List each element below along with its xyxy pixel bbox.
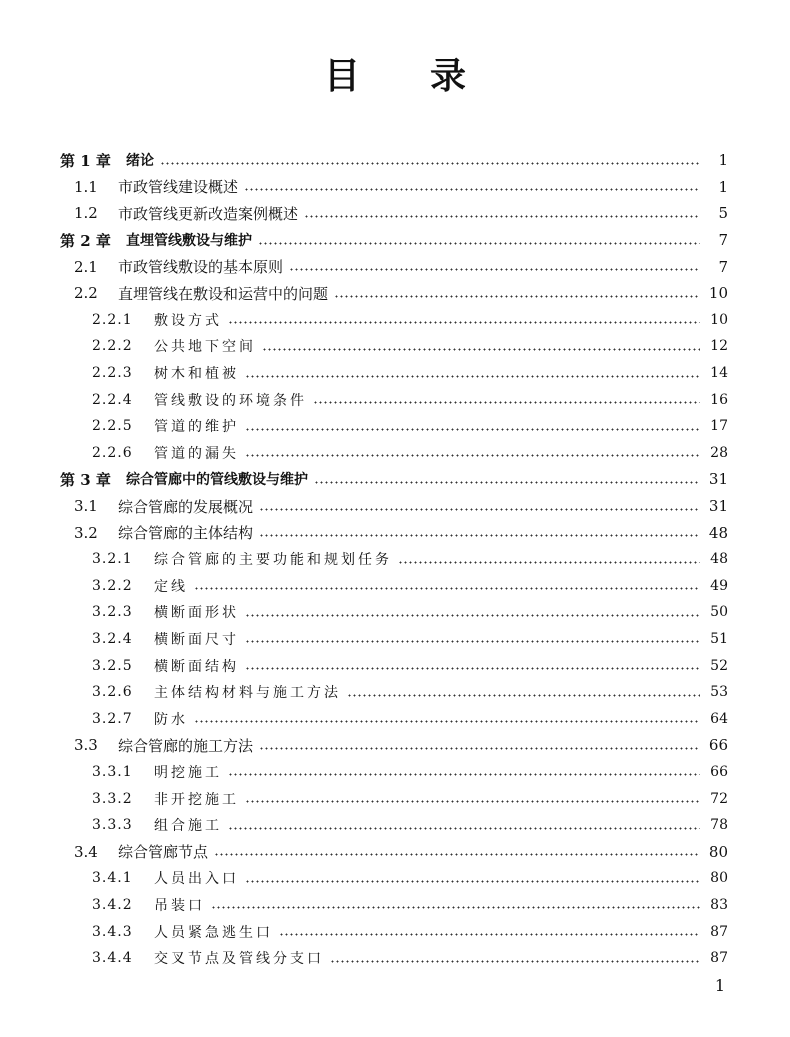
toc-entry[interactable] bbox=[60, 546, 728, 573]
toc-entry-page: 49 bbox=[710, 577, 728, 594]
toc-entry[interactable] bbox=[60, 200, 728, 227]
page-title bbox=[0, 48, 790, 99]
toc-entry-page: 83 bbox=[710, 896, 728, 913]
toc-entry-title: 市政管线建设概述 bbox=[118, 178, 239, 197]
toc-entry-title: 综合管廊的发展概况 bbox=[118, 497, 254, 516]
toc-entry[interactable] bbox=[60, 679, 728, 706]
toc-entry[interactable] bbox=[60, 493, 728, 520]
toc-entry-title: 组合施工 bbox=[154, 818, 222, 835]
toc-entry-title: 市政管线更新改造案例概述 bbox=[118, 204, 299, 223]
toc-entry-title: 横断面尺寸 bbox=[154, 631, 239, 648]
toc-entry-number: 3.3.2 bbox=[92, 790, 133, 807]
toc-entry-page: 14 bbox=[710, 365, 728, 382]
dot-leader bbox=[347, 694, 700, 697]
toc-entry[interactable] bbox=[60, 918, 728, 945]
toc-entry[interactable] bbox=[60, 759, 728, 786]
dot-leader bbox=[245, 880, 700, 883]
toc-entry[interactable] bbox=[60, 386, 728, 413]
toc-entry-title: 直埋管线敷设与维护 bbox=[126, 233, 252, 250]
toc-entry[interactable] bbox=[60, 466, 728, 493]
dot-leader bbox=[228, 321, 700, 324]
footer-page-number: 1 bbox=[714, 976, 725, 995]
toc-entry-page: 28 bbox=[710, 444, 728, 461]
toc-entry-number: 3.2.5 bbox=[92, 657, 133, 674]
toc-entry-number: 3.2 bbox=[74, 523, 98, 542]
toc-entry[interactable] bbox=[60, 599, 728, 626]
toc-entry-page: 72 bbox=[710, 790, 728, 807]
dot-leader bbox=[245, 454, 700, 457]
toc-entry-title: 非开挖施工 bbox=[154, 791, 239, 808]
toc-entry-number: 2.2.3 bbox=[92, 365, 133, 382]
toc-entry-title: 明挖施工 bbox=[154, 764, 222, 781]
toc-entry-page: 48 bbox=[710, 551, 728, 568]
dot-leader bbox=[289, 268, 700, 271]
toc-entry-title: 直埋管线在敷设和运营中的问题 bbox=[118, 284, 329, 303]
toc-entry-number: 3.4.4 bbox=[92, 950, 133, 967]
toc-entry-title: 公共地下空间 bbox=[154, 339, 256, 356]
dot-leader bbox=[160, 162, 700, 165]
toc-entry[interactable] bbox=[60, 838, 728, 865]
toc-entry-title: 综合管廊节点 bbox=[118, 843, 209, 862]
toc-entry[interactable] bbox=[60, 413, 728, 440]
toc-entry-number: 3.4.3 bbox=[92, 923, 133, 940]
toc-entry-page: 7 bbox=[718, 257, 728, 276]
toc-entry-page: 64 bbox=[710, 710, 728, 727]
toc-entry-number: 2.2.4 bbox=[92, 391, 133, 408]
toc-entry-page: 53 bbox=[710, 684, 728, 701]
toc-entry-title: 人员紧急逃生口 bbox=[154, 924, 273, 941]
dot-leader bbox=[258, 242, 700, 245]
toc-entry-number: 第 3 章 bbox=[60, 470, 111, 489]
toc-entry[interactable] bbox=[60, 360, 728, 387]
toc-entry[interactable] bbox=[60, 892, 728, 919]
toc-entry-title: 绪论 bbox=[126, 153, 154, 170]
toc-entry-page: 16 bbox=[710, 391, 728, 408]
toc-entry[interactable] bbox=[60, 147, 728, 174]
toc-entry[interactable] bbox=[60, 732, 728, 759]
toc-entry-number: 3.1 bbox=[74, 497, 98, 516]
toc-entry[interactable] bbox=[60, 519, 728, 546]
dot-leader bbox=[245, 614, 700, 617]
toc-entry[interactable] bbox=[60, 253, 728, 280]
dot-leader bbox=[259, 508, 700, 511]
dot-leader bbox=[228, 827, 700, 830]
dot-leader bbox=[245, 428, 700, 431]
toc-entry[interactable] bbox=[60, 280, 728, 307]
toc-entry[interactable] bbox=[60, 573, 728, 600]
dot-leader bbox=[398, 561, 700, 564]
table-of-contents bbox=[60, 147, 728, 971]
toc-entry-title: 管道的漏失 bbox=[154, 445, 239, 462]
toc-entry-number: 3.2.6 bbox=[92, 684, 133, 701]
toc-entry-page: 1 bbox=[718, 177, 728, 196]
toc-entry-number: 第 1 章 bbox=[60, 151, 111, 170]
toc-entry-title: 防水 bbox=[154, 711, 188, 728]
toc-entry-title: 定线 bbox=[154, 578, 188, 595]
toc-entry-page: 66 bbox=[708, 736, 728, 755]
toc-entry-page: 17 bbox=[710, 418, 728, 435]
dot-leader bbox=[245, 375, 700, 378]
page-title-left: 目 bbox=[323, 56, 360, 97]
dot-leader bbox=[194, 720, 700, 723]
toc-entry-title: 横断面形状 bbox=[154, 605, 239, 622]
toc-entry-number: 3.4.1 bbox=[92, 870, 133, 887]
toc-entry-title: 综合管廊中的管线敷设与维护 bbox=[126, 472, 308, 489]
dot-leader bbox=[194, 587, 700, 590]
dot-leader bbox=[314, 481, 700, 484]
toc-entry-number: 3.4 bbox=[74, 842, 98, 861]
toc-entry-number: 2.1 bbox=[74, 257, 98, 276]
toc-entry[interactable] bbox=[60, 865, 728, 892]
toc-entry-page: 5 bbox=[718, 204, 728, 223]
toc-entry-page: 87 bbox=[710, 923, 728, 940]
toc-entry-page: 31 bbox=[708, 470, 728, 489]
toc-entry[interactable] bbox=[60, 705, 728, 732]
toc-entry-title: 管道的维护 bbox=[154, 419, 239, 436]
toc-entry-number: 3.3.1 bbox=[92, 763, 133, 780]
toc-entry-page: 80 bbox=[708, 842, 728, 861]
toc-entry-number: 3.2.7 bbox=[92, 710, 133, 727]
toc-entry-number: 2.2.1 bbox=[92, 311, 133, 328]
toc-entry-page: 31 bbox=[708, 497, 728, 516]
dot-leader bbox=[214, 853, 700, 856]
toc-entry-number: 1.2 bbox=[74, 204, 98, 223]
toc-entry[interactable] bbox=[60, 812, 728, 839]
toc-entry-page: 52 bbox=[710, 657, 728, 674]
toc-entry-page: 51 bbox=[710, 630, 728, 647]
toc-entry-title: 主体结构材料与施工方法 bbox=[154, 685, 341, 702]
toc-entry[interactable] bbox=[60, 227, 728, 254]
toc-entry[interactable] bbox=[60, 945, 728, 972]
toc-entry-title: 综合管廊的施工方法 bbox=[118, 736, 254, 755]
dot-leader bbox=[245, 667, 700, 670]
toc-entry-number: 3.3 bbox=[74, 736, 98, 755]
toc-entry-title: 管线敷设的环境条件 bbox=[154, 392, 307, 409]
toc-entry[interactable] bbox=[60, 174, 728, 201]
toc-entry-number: 2.2.6 bbox=[92, 444, 133, 461]
toc-entry-page: 87 bbox=[710, 950, 728, 967]
toc-entry[interactable] bbox=[60, 785, 728, 812]
toc-entry-title: 吊装口 bbox=[154, 897, 205, 914]
toc-entry[interactable] bbox=[60, 307, 728, 334]
toc-entry-page: 1 bbox=[718, 151, 728, 170]
dot-leader bbox=[245, 800, 700, 803]
dot-leader bbox=[228, 773, 700, 776]
dot-leader bbox=[262, 348, 700, 351]
toc-entry-number: 3.3.3 bbox=[92, 817, 133, 834]
toc-entry-title: 综合管廊的主体结构 bbox=[118, 524, 254, 543]
page-title-right: 录 bbox=[430, 56, 467, 97]
toc-entry-page: 78 bbox=[710, 817, 728, 834]
dot-leader bbox=[211, 906, 700, 909]
toc-entry-page: 48 bbox=[708, 523, 728, 542]
dot-leader bbox=[279, 933, 700, 936]
toc-entry[interactable] bbox=[60, 440, 728, 467]
dot-leader bbox=[304, 215, 700, 218]
toc-entry-number: 2.2.2 bbox=[92, 338, 133, 355]
toc-entry-page: 12 bbox=[710, 338, 728, 355]
toc-entry-number: 1.1 bbox=[74, 177, 98, 196]
dot-leader bbox=[259, 747, 700, 750]
toc-entry-page: 10 bbox=[710, 311, 728, 328]
toc-entry-number: 3.2.2 bbox=[92, 577, 133, 594]
toc-entry-page: 10 bbox=[708, 284, 728, 303]
toc-entry-number: 3.2.4 bbox=[92, 630, 133, 647]
toc-entry[interactable] bbox=[60, 652, 728, 679]
toc-entry[interactable] bbox=[60, 626, 728, 653]
toc-entry-page: 66 bbox=[710, 763, 728, 780]
dot-leader bbox=[330, 960, 700, 963]
toc-entry-page: 80 bbox=[710, 870, 728, 887]
dot-leader bbox=[313, 401, 700, 404]
toc-entry-number: 2.2.5 bbox=[92, 418, 133, 435]
dot-leader bbox=[245, 640, 700, 643]
dot-leader bbox=[244, 188, 700, 191]
toc-entry-title: 人员出入口 bbox=[154, 871, 239, 888]
toc-entry-number: 第 2 章 bbox=[60, 231, 111, 250]
toc-entry-title: 敷设方式 bbox=[154, 312, 222, 329]
toc-entry-number: 3.2.1 bbox=[92, 551, 133, 568]
toc-entry-page: 7 bbox=[718, 231, 728, 250]
toc-entry-number: 3.4.2 bbox=[92, 896, 133, 913]
dot-leader bbox=[334, 295, 700, 298]
toc-entry-title: 横断面结构 bbox=[154, 658, 239, 675]
toc-entry-title: 树木和植被 bbox=[154, 366, 239, 383]
toc-entry-title: 综合管廊的主要功能和规划任务 bbox=[154, 552, 392, 569]
dot-leader bbox=[259, 534, 700, 537]
toc-entry-title: 交叉节点及管线分支口 bbox=[154, 951, 324, 968]
toc-entry-page: 50 bbox=[710, 604, 728, 621]
toc-entry-title: 市政管线敷设的基本原则 bbox=[118, 258, 284, 277]
toc-entry-number: 3.2.3 bbox=[92, 604, 133, 621]
toc-entry[interactable] bbox=[60, 333, 728, 360]
toc-entry-number: 2.2 bbox=[74, 284, 98, 303]
